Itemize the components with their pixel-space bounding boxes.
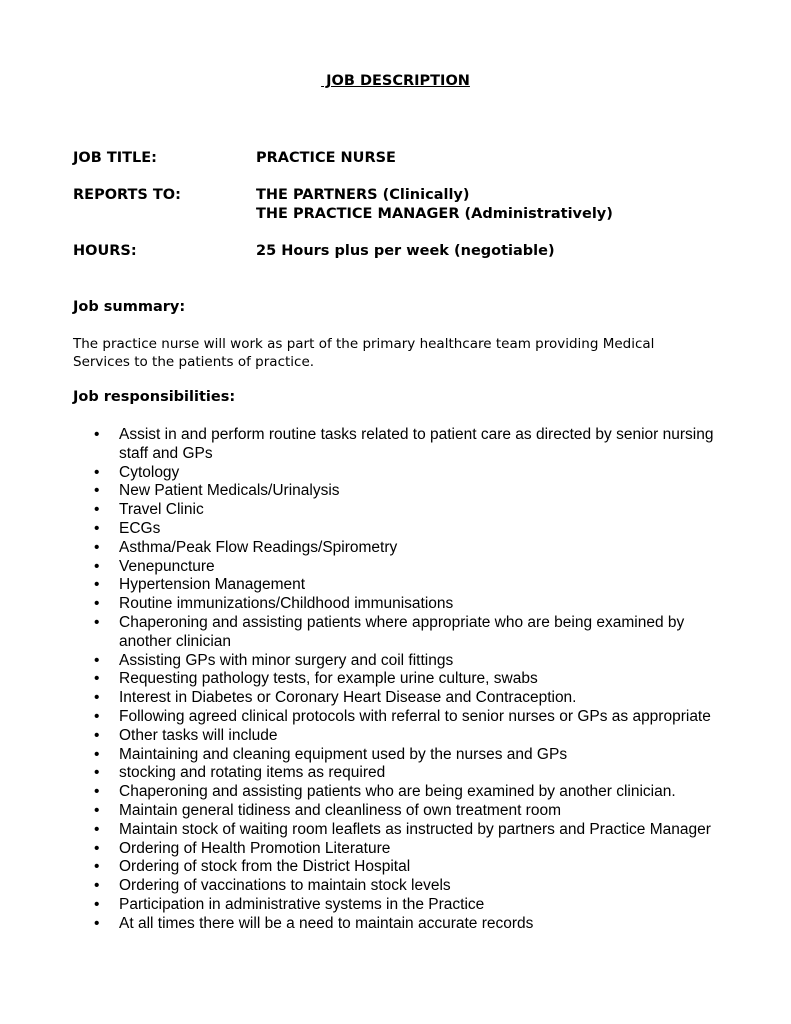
bullet-icon: • — [94, 613, 100, 631]
list-item — [0, 915, 729, 934]
bullet-icon: • — [94, 726, 100, 744]
list-item-text: stocking and rotating items as required — [119, 764, 386, 782]
bullet-icon: • — [94, 895, 100, 913]
bullet-icon: • — [94, 576, 100, 594]
document-title: JOB DESCRIPTION — [321, 73, 470, 89]
list-item-text: Ordering of stock from the District Hospital — [119, 858, 411, 876]
summary-text: The practice nurse will work as part of the primary healthcare team providing Medical Services to the patients of practice. — [73, 336, 655, 370]
list-item-text: Routine immunizations/Childhood immunisations — [119, 595, 454, 613]
list-item-text: Chaperoning and assisting patients where appropriate who are being examined by another clinician — [119, 613, 685, 650]
list-item-text: New Patient Medicals/Urinalysis — [119, 482, 340, 500]
bullet-icon: • — [94, 595, 100, 613]
list-item — [0, 520, 729, 539]
bullet-icon: • — [94, 538, 100, 556]
responsibilities-list — [0, 426, 729, 934]
list-item — [0, 464, 729, 483]
list-item — [0, 727, 729, 746]
list-item — [0, 802, 729, 821]
reports-to-label: REPORTS TO: — [73, 187, 181, 203]
list-item-text: Assisting GPs with minor surgery and coil fittings — [119, 651, 454, 669]
list-item-text: Venepuncture — [119, 557, 215, 575]
list-item-text: Cytology — [119, 463, 180, 481]
list-item-text: At all times there will be a need to maintain accurate records — [119, 914, 534, 932]
list-item-text: Maintaining and cleaning equipment used by the nurses and GPs — [119, 745, 568, 763]
list-item — [0, 858, 729, 877]
bullet-icon: • — [94, 501, 100, 519]
list-item-text: Ordering of Health Promotion Literature — [119, 839, 391, 857]
bullet-icon: • — [94, 820, 100, 838]
list-item-text: Chaperoning and assisting patients who are being examined by another clinician. — [119, 783, 676, 801]
list-item — [0, 689, 729, 708]
job-title-label: JOB TITLE: — [73, 150, 157, 166]
bullet-icon: • — [94, 877, 100, 895]
list-item — [0, 539, 729, 558]
list-item — [0, 652, 729, 671]
list-item-text: Participation in administrative systems in the Practice — [119, 895, 485, 913]
bullet-icon: • — [94, 670, 100, 688]
list-item — [0, 670, 729, 689]
list-item-text: ECGs — [119, 519, 161, 537]
list-item-text: Maintain stock of waiting room leaflets as instructed by partners and Practice Manager — [119, 820, 711, 838]
bullet-icon: • — [94, 482, 100, 500]
bullet-icon: • — [94, 858, 100, 876]
hours-label: HOURS: — [73, 243, 137, 259]
list-item-text: Asthma/Peak Flow Readings/Spirometry — [119, 538, 398, 556]
summary-heading: Job summary: — [73, 299, 186, 315]
list-item-text: Interest in Diabetes or Coronary Heart Disease and Contraception. — [119, 689, 577, 707]
bullet-icon: • — [94, 839, 100, 857]
list-item-text: Hypertension Management — [119, 576, 306, 594]
bullet-icon: • — [94, 745, 100, 763]
bullet-icon: • — [94, 651, 100, 669]
list-item — [0, 614, 729, 652]
list-item — [0, 840, 729, 859]
list-item-text: Assist in and perform routine tasks related to patient care as directed by senior nursing staff and GPs — [119, 426, 714, 462]
list-item-text: Maintain general tidiness and cleanliness of own treatment room — [119, 801, 561, 819]
reports-to-value-line-1: THE PARTNERS (Clinically) — [256, 187, 470, 203]
job-title-value: PRACTICE NURSE — [256, 150, 396, 166]
list-item-text: Following agreed clinical protocols with referral to senior nurses or GPs as appropriate — [119, 707, 711, 725]
list-item — [0, 501, 729, 520]
list-item — [0, 896, 729, 915]
bullet-icon: • — [94, 557, 100, 575]
bullet-icon: • — [94, 783, 100, 801]
hours-value: 25 Hours plus per week (negotiable) — [256, 243, 555, 259]
list-item-text: Requesting pathology tests, for example urine culture, swabs — [119, 670, 538, 688]
list-item — [0, 558, 729, 577]
bullet-icon: • — [94, 914, 100, 932]
bullet-icon: • — [94, 689, 100, 707]
list-item — [0, 595, 729, 614]
list-item-text: Travel Clinic — [119, 501, 204, 519]
reports-to-value-line-2: THE PRACTICE MANAGER (Administratively) — [256, 206, 613, 222]
list-item — [0, 708, 729, 727]
list-item — [0, 764, 729, 783]
list-item — [0, 877, 729, 896]
list-item — [0, 426, 729, 464]
bullet-icon: • — [94, 707, 100, 725]
list-item-text: Ordering of vaccinations to maintain stock levels — [119, 877, 451, 895]
responsibilities-heading: Job responsibilities: — [73, 389, 236, 405]
list-item — [0, 821, 729, 840]
bullet-icon: • — [94, 519, 100, 537]
list-item-text: Other tasks will include — [119, 726, 278, 744]
bullet-icon: • — [94, 801, 100, 819]
bullet-icon: • — [94, 426, 100, 443]
bullet-icon: • — [94, 463, 100, 481]
list-item — [0, 746, 729, 765]
list-item — [0, 783, 729, 802]
list-item — [0, 576, 729, 595]
list-item — [0, 482, 729, 501]
bullet-icon: • — [94, 764, 100, 782]
